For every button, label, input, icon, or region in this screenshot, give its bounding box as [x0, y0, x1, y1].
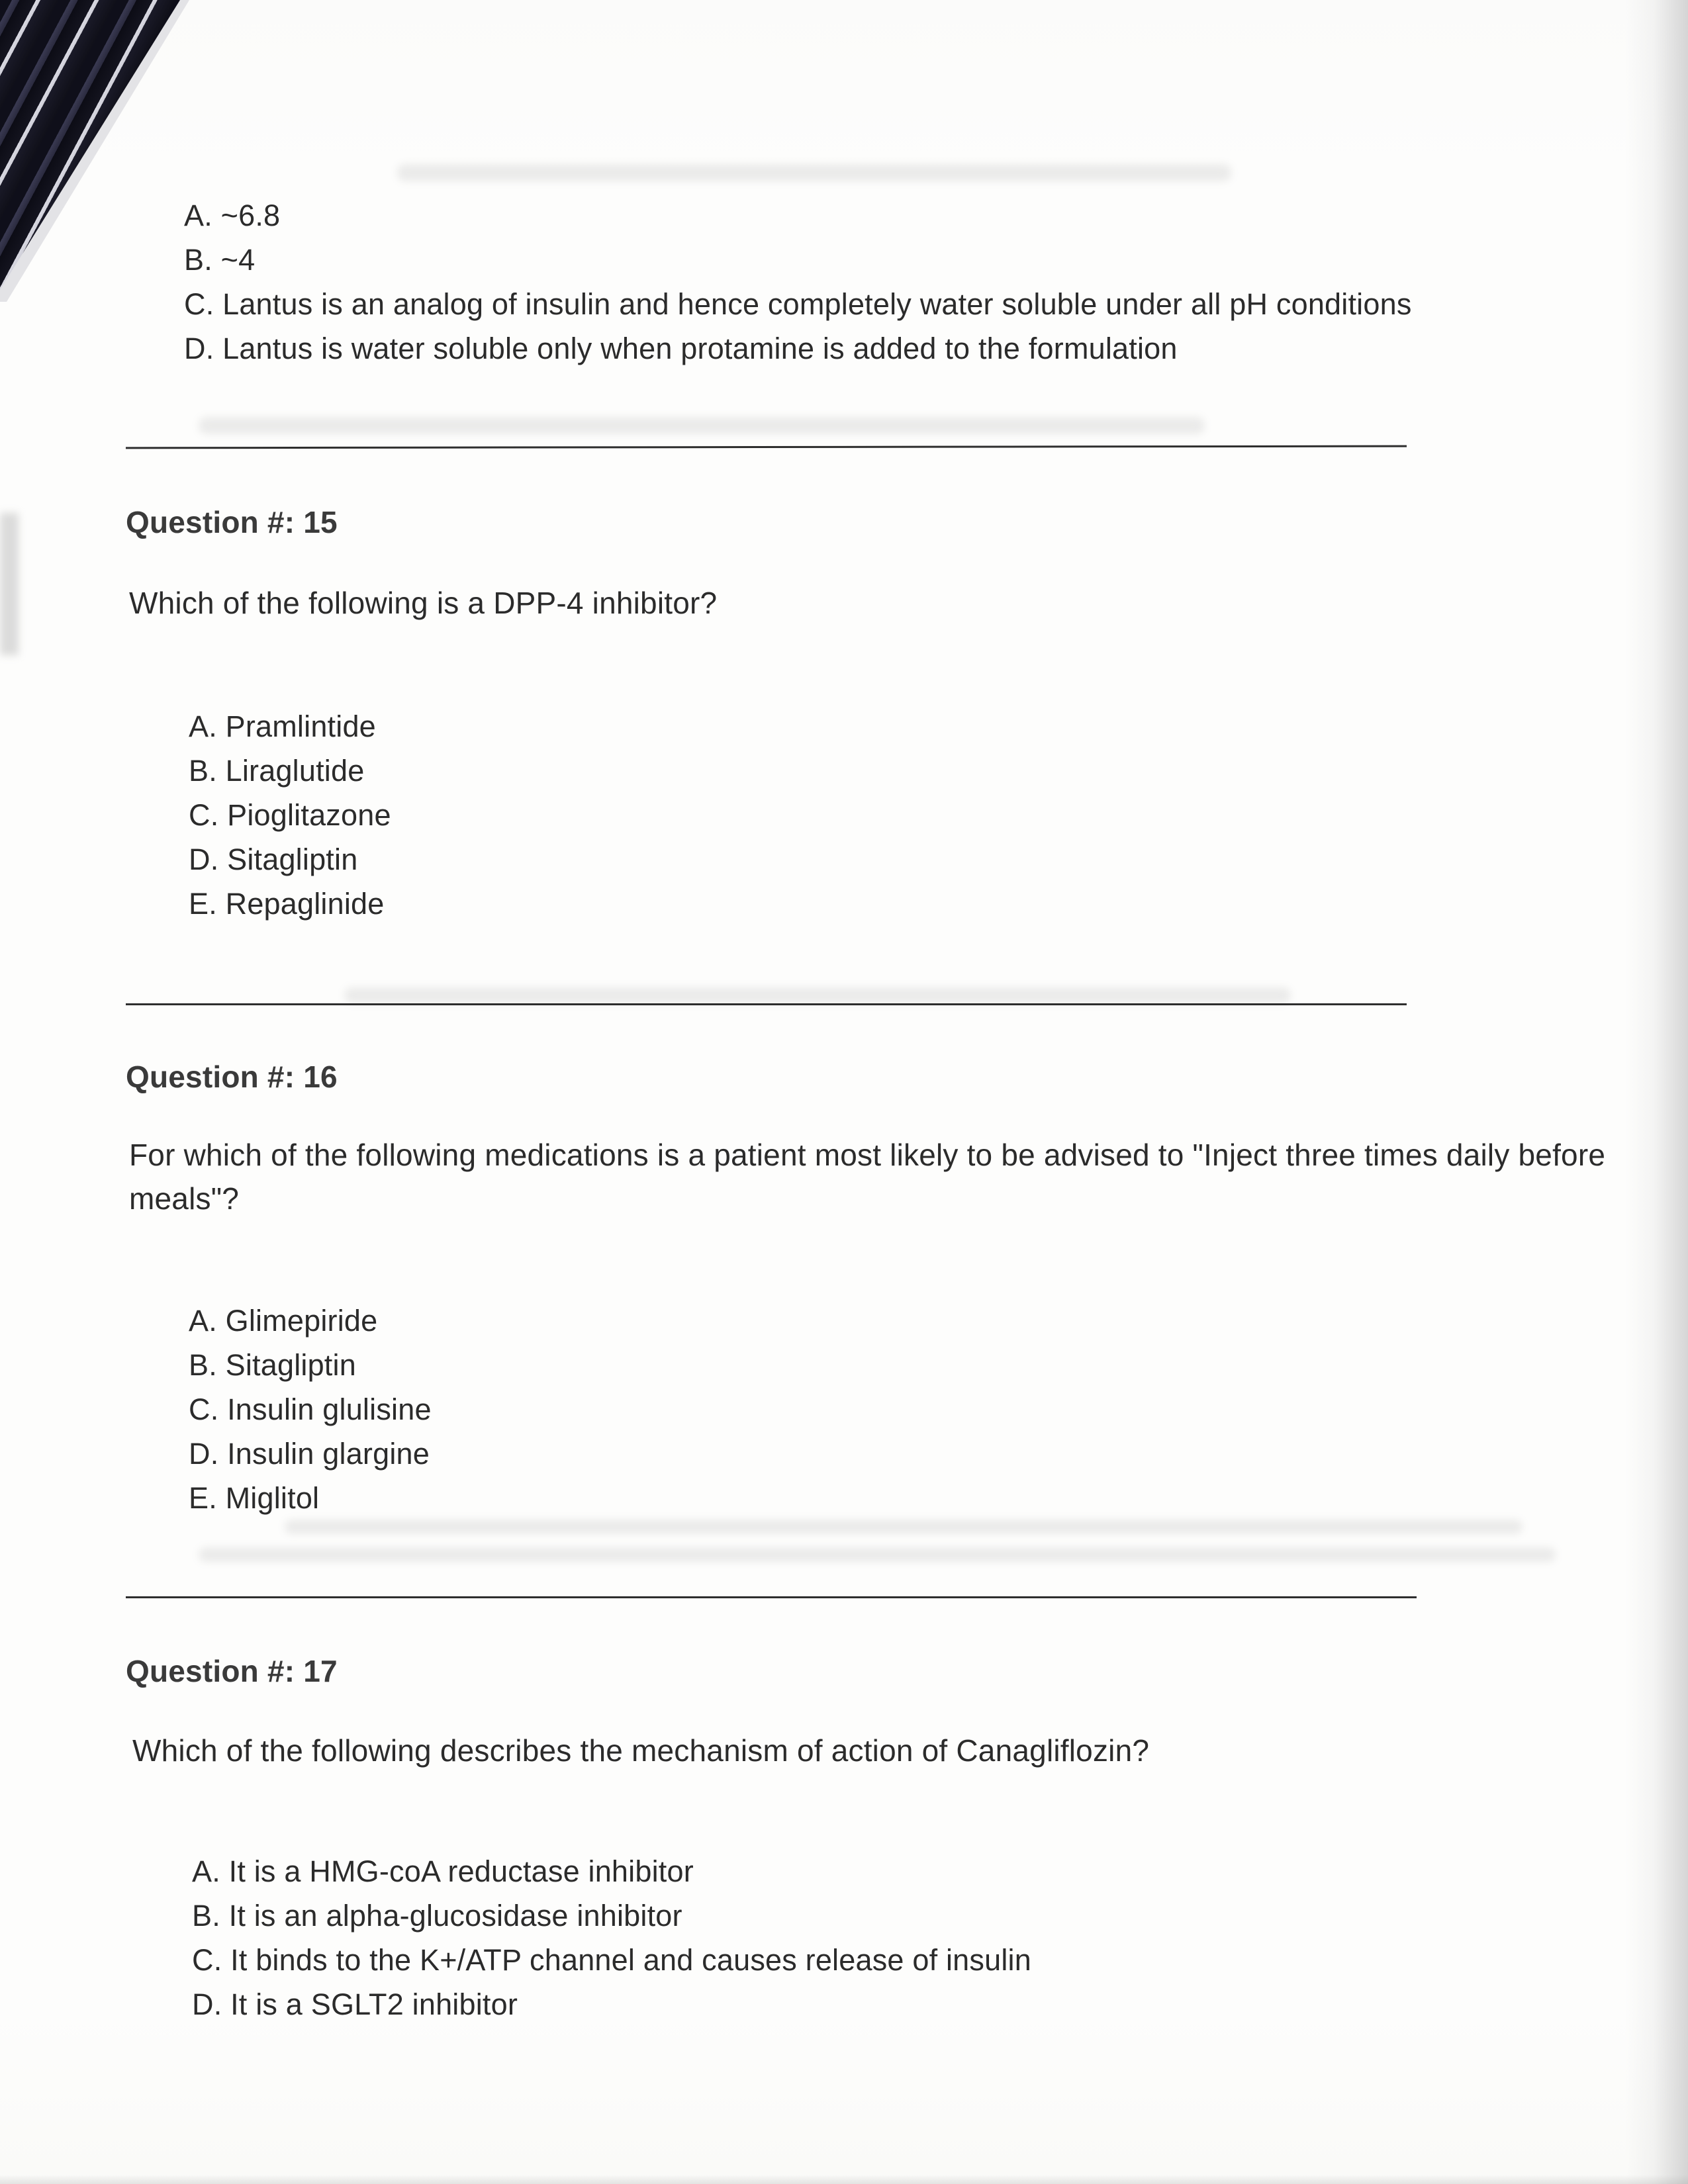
- question-text: For which of the following medications is a patient most likely to be advised to "Inject three times daily before meals"?: [129, 1138, 1606, 1216]
- question-text: Which of the following is a DPP-4 inhibitor?: [129, 586, 718, 620]
- answer-option: C. Pioglitazone: [189, 798, 391, 832]
- section-divider: [126, 445, 1407, 449]
- scan-edge-shadow-bottom: [0, 2175, 1688, 2184]
- answer-option: A. Pramlintide: [189, 709, 376, 743]
- page-fold-artifact: [0, 0, 180, 290]
- answer-option: A. Glimepiride: [189, 1304, 378, 1338]
- answer-option: D. It is a SGLT2 inhibitor: [192, 1987, 518, 2021]
- question-number: Question #: 17: [126, 1654, 338, 1688]
- question-options: [189, 704, 391, 926]
- question-number: Question #: 15: [126, 505, 338, 539]
- answer-option: A. It is a HMG-coA reductase inhibitor: [192, 1854, 694, 1888]
- question-options: [189, 1298, 432, 1520]
- answer-option: C. It binds to the K+/ATP channel and causes release of insulin: [192, 1943, 1031, 1977]
- answer-option: D. Lantus is water soluble only when protamine is added to the formulation: [184, 332, 1178, 365]
- answer-option: D. Sitagliptin: [189, 842, 358, 876]
- answer-option: B. It is an alpha-glucosidase inhibitor: [192, 1899, 682, 1933]
- answer-option: B. Sitagliptin: [189, 1348, 356, 1382]
- previous-question-options: [184, 193, 1412, 371]
- answer-option: B. Liraglutide: [189, 754, 365, 788]
- scan-edge-shadow-right: [1625, 0, 1688, 2184]
- bleed-through-artifact: [397, 164, 1231, 181]
- question-number: Question #: 16: [126, 1060, 338, 1094]
- bleed-through-artifact: [285, 1520, 1523, 1534]
- bleed-through-artifact: [199, 1547, 1556, 1562]
- answer-option: C. Insulin glulisine: [189, 1392, 432, 1426]
- section-divider: [126, 1596, 1417, 1598]
- answer-option: A. ~6.8: [184, 199, 281, 232]
- answer-option: E. Miglitol: [189, 1481, 320, 1515]
- answer-option: B. ~4: [184, 243, 256, 277]
- section-divider: [126, 1003, 1407, 1005]
- scan-smudge-artifact: [0, 513, 19, 655]
- bleed-through-artifact: [199, 417, 1205, 434]
- question-text: Which of the following describes the mechanism of action of Canagliflozin?: [132, 1733, 1150, 1768]
- answer-option: D. Insulin glargine: [189, 1437, 430, 1471]
- answer-option: C. Lantus is an analog of insulin and hence completely water soluble under all pH conditions: [184, 287, 1412, 321]
- bleed-through-artifact: [344, 987, 1291, 1003]
- question-options: [192, 1849, 1031, 2026]
- answer-option: E. Repaglinide: [189, 887, 385, 921]
